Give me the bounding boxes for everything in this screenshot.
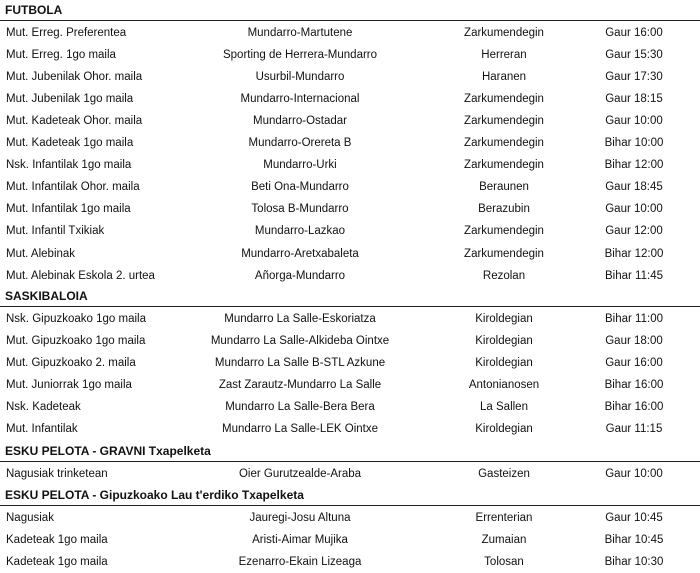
- row-category: Mut. Kadeteak Ohor. maila: [6, 115, 143, 128]
- row-category: Mut. Gipuzkoako 1go maila: [6, 335, 146, 348]
- schedule-row: [0, 463, 700, 485]
- row-match: Zast Zarautz-Mundarro La Salle: [218, 379, 382, 392]
- row-venue: Berazubin: [478, 203, 530, 216]
- row-match: Mundarro-Martutene: [247, 27, 353, 39]
- row-category: Mut. Gipuzkoako 2. maila: [6, 357, 136, 370]
- row-match: Tolosa B-Mundarro: [251, 203, 349, 216]
- row-venue: Zarkumendegin: [464, 247, 544, 260]
- row-match: Mundarro-Orereta B: [248, 137, 352, 150]
- row-match: Añorga-Mundarro: [254, 269, 346, 282]
- row-time: Bihar 10:45: [604, 534, 664, 547]
- row-category: Nsk. Infantilak 1go maila: [6, 159, 132, 172]
- row-category: Mut. Infantilak: [6, 423, 78, 436]
- row-category: Nagusiak: [6, 512, 54, 524]
- section-header: [0, 0, 700, 21]
- row-match: Mundarro La Salle-LEK Ointxe: [222, 423, 378, 436]
- row-time: Bihar 11:45: [605, 269, 663, 282]
- schedule-row: [0, 44, 700, 66]
- row-match: Mundarro La Salle-Alkideba Ointxe: [210, 335, 390, 348]
- row-venue: Kiroldegian: [475, 357, 533, 370]
- row-venue: Zarkumendegin: [464, 115, 544, 128]
- row-match: Mundarro-Lazkao: [254, 225, 346, 238]
- schedule-row: [0, 374, 700, 396]
- section-title: FUTBOLA: [5, 3, 63, 17]
- row-venue: Zarkumendegin: [464, 159, 544, 172]
- section-header: [0, 485, 700, 506]
- row-category: Mut. Jubenilak Ohor. maila: [6, 71, 143, 84]
- row-category: Mut. Infantil Txikiak: [6, 225, 105, 238]
- row-match: Oier Gurutzealde-Araba: [238, 468, 362, 480]
- row-venue: Beraunen: [479, 181, 529, 194]
- row-venue: Errenterian: [475, 512, 533, 524]
- row-category: Nsk. Gipuzkoako 1go maila: [6, 313, 146, 325]
- row-time: Bihar 10:00: [604, 137, 664, 150]
- row-time: Gaur 12:00: [605, 225, 663, 238]
- schedule-row: [0, 352, 700, 374]
- row-venue: Antonianosen: [468, 379, 540, 392]
- schedule-row: [0, 176, 700, 198]
- section-title: ESKU PELOTA - GRAVNI Txapelketa: [5, 444, 211, 458]
- schedule-row: [0, 418, 700, 440]
- row-venue: Kiroldegian: [475, 313, 533, 325]
- row-venue: Zarkumendegin: [464, 225, 544, 238]
- schedule-row: [0, 308, 700, 330]
- row-venue: Gasteizen: [478, 468, 530, 480]
- row-match: Ezenarro-Ekain Lizeaga: [238, 556, 362, 569]
- row-category: Nagusiak trinketean: [6, 468, 108, 480]
- row-category: Mut. Alebinak: [6, 247, 76, 260]
- schedule-row: [0, 110, 700, 132]
- row-venue: Zumaian: [481, 534, 527, 547]
- schedule-row: [0, 330, 700, 352]
- row-time: Bihar 12:00: [604, 159, 664, 172]
- row-match: Beti Ona-Mundarro: [251, 181, 349, 194]
- row-time: Bihar 12:00: [604, 247, 664, 260]
- row-time: Gaur 10:00: [605, 203, 663, 216]
- row-venue: Tolosan: [484, 556, 524, 569]
- schedule-row: [0, 66, 700, 88]
- row-time: Gaur 10:00: [605, 468, 663, 480]
- schedule-row: [0, 154, 700, 176]
- row-time: Bihar 11:00: [605, 313, 663, 325]
- row-venue: La Sallen: [480, 401, 528, 414]
- row-match: Mundarro-Internacional: [240, 93, 360, 106]
- row-category: Mut. Juniorrak 1go maila: [6, 379, 132, 392]
- row-category: Kadeteak 1go maila: [6, 534, 108, 547]
- row-match: Mundarro-Aretxabaleta: [241, 247, 359, 260]
- row-category: Mut. Erreg. Preferentea: [6, 27, 127, 39]
- row-time: Gaur 18:15: [605, 93, 663, 106]
- schedule-row: [0, 88, 700, 110]
- row-match: Mundarro-Ostadar: [253, 115, 347, 128]
- schedule-row: [0, 198, 700, 220]
- row-time: Gaur 18:45: [605, 181, 663, 194]
- schedule-row: [0, 220, 700, 242]
- row-match: Mundarro La Salle-Bera Bera: [225, 401, 375, 414]
- row-venue: Kiroldegian: [475, 423, 533, 436]
- row-match: Mundarro La Salle B-STL Azkune: [214, 357, 386, 370]
- row-category: Mut. Erreg. 1go maila: [6, 49, 116, 62]
- section-header: [0, 286, 700, 307]
- row-time: Bihar 10:30: [604, 556, 664, 569]
- row-category: Kadeteak 1go maila: [6, 556, 108, 569]
- row-venue: Kiroldegian: [475, 335, 533, 348]
- row-match: Aristi-Aimar Mujika: [252, 534, 348, 547]
- row-match: Jauregi-Josu Altuna: [249, 512, 351, 524]
- row-category: Nsk. Kadeteak: [6, 401, 81, 414]
- section-title: ESKU PELOTA - Gipuzkoako Lau t'erdiko Txapelketa: [5, 488, 304, 502]
- row-time: Gaur 10:00: [605, 115, 663, 128]
- row-time: Bihar 16:00: [604, 379, 664, 392]
- section-title: SASKIBALOIA: [5, 289, 88, 303]
- row-category: Mut. Infantilak Ohor. maila: [6, 181, 140, 194]
- row-venue: Zarkumendegin: [464, 93, 544, 106]
- row-time: Gaur 11:15: [605, 423, 663, 436]
- row-time: Gaur 18:00: [605, 335, 663, 348]
- schedule-row: [0, 396, 700, 418]
- row-match: Sporting de Herrera-Mundarro: [222, 49, 378, 62]
- row-time: Gaur 16:00: [605, 27, 663, 39]
- section-header: [0, 441, 700, 462]
- row-match: Usurbil-Mundarro: [255, 71, 345, 84]
- row-venue: Zarkumendegin: [464, 27, 544, 39]
- row-venue: Herreran: [481, 49, 527, 62]
- row-time: Gaur 10:45: [605, 512, 663, 524]
- row-category: Mut. Alebinak Eskola 2. urtea: [6, 269, 155, 282]
- schedule-row: [0, 507, 700, 529]
- row-category: Mut. Jubenilak 1go maila: [6, 93, 134, 106]
- row-venue: Zarkumendegin: [464, 137, 544, 150]
- row-category: Mut. Infantilak 1go maila: [6, 203, 131, 216]
- row-category: Mut. Kadeteak 1go maila: [6, 137, 134, 150]
- row-match: Mundarro La Salle-Eskoriatza: [224, 313, 376, 325]
- schedule-row: [0, 265, 700, 287]
- schedule-row: [0, 132, 700, 154]
- row-venue: Rezolan: [482, 269, 526, 282]
- row-time: Bihar 16:00: [604, 401, 664, 414]
- row-venue: Haranen: [481, 71, 527, 84]
- schedule-row: [0, 22, 700, 44]
- row-time: Gaur 17:30: [605, 71, 663, 84]
- row-match: Mundarro-Urki: [263, 159, 337, 172]
- schedule-row: [0, 243, 700, 265]
- row-time: Gaur 16:00: [605, 357, 663, 370]
- schedule-row: [0, 529, 700, 551]
- row-time: Gaur 15:30: [605, 49, 663, 62]
